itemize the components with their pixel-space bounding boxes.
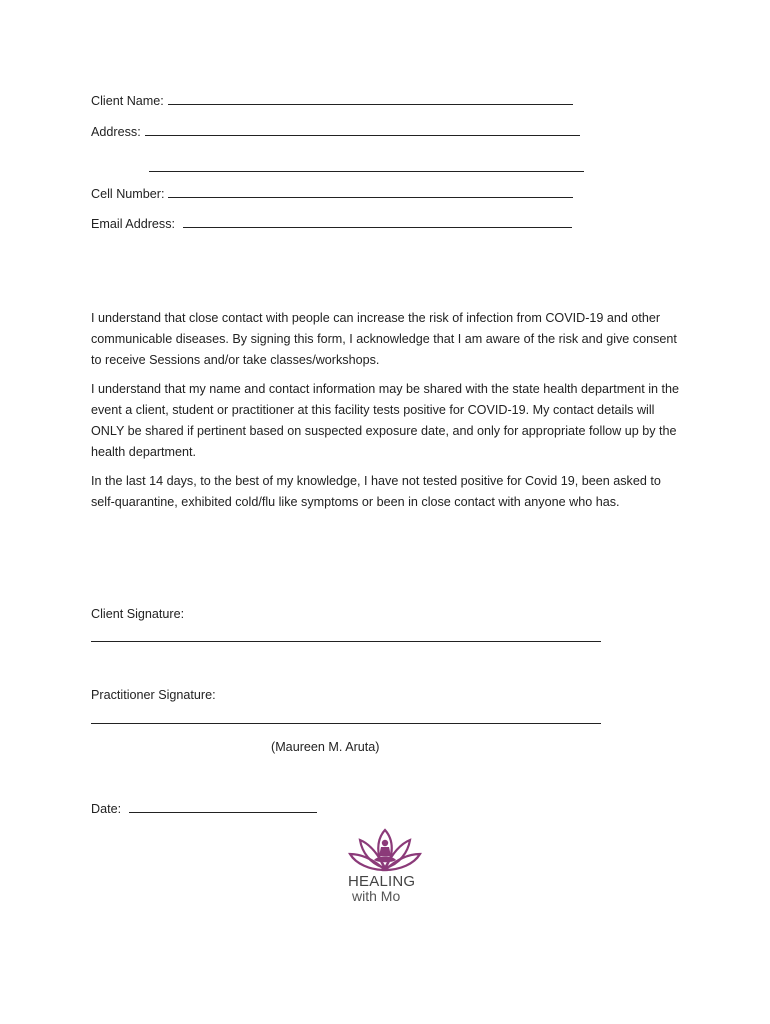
- practitioner-signature-label: Practitioner Signature:: [91, 688, 216, 702]
- email-row: [91, 217, 572, 231]
- client-name-field[interactable]: [168, 103, 573, 105]
- address-row: [91, 125, 580, 139]
- address-field-line2[interactable]: [149, 171, 584, 172]
- date-field[interactable]: [129, 811, 317, 813]
- client-signature-line[interactable]: [91, 641, 601, 642]
- consent-paragraph-2: I understand that my name and contact information may be shared with the state health department in the event a client, student or practitioner at this facility tests positive for COVID-19. My contact details will ONLY be shared if pertinent based on suspected exposure date, and only for appropriate follow up by the health department.: [91, 382, 680, 459]
- consent-paragraph-1: I understand that close contact with people can increase the risk of infection from COVID-19 and other communicable diseases. By signing this form, I acknowledge that I am aware of the risk and give consent to receive Sessions and/or take classes/workshops.: [91, 311, 677, 367]
- lotus-meditation-icon: [340, 826, 430, 876]
- date-row: [91, 802, 317, 816]
- cell-number-field[interactable]: [168, 196, 573, 198]
- address-label: Address:: [91, 125, 141, 139]
- client-name-label: Client Name:: [91, 94, 164, 108]
- client-signature-label: Client Signature:: [91, 607, 185, 621]
- client-name-row: [91, 94, 573, 108]
- cell-number-row: [91, 187, 573, 201]
- practitioner-signature-line[interactable]: [91, 723, 601, 724]
- logo-text-with-mo: with Mo: [352, 888, 401, 904]
- cell-number-label: Cell Number:: [91, 187, 165, 201]
- practitioner-name: (Maureen M. Aruta): [271, 740, 380, 754]
- consent-paragraph-3: In the last 14 days, to the best of my knowledge, I have not tested positive for Covid 19, been asked to self-quarantine, exhibited cold/flu like symptoms or been in close contact with anyone who has.: [91, 474, 661, 509]
- logo-text-healing: HEALING: [348, 873, 416, 890]
- address-field-line1[interactable]: [145, 134, 580, 136]
- date-label: Date:: [91, 802, 122, 816]
- email-field[interactable]: [183, 226, 572, 228]
- email-label: Email Address:: [91, 217, 175, 231]
